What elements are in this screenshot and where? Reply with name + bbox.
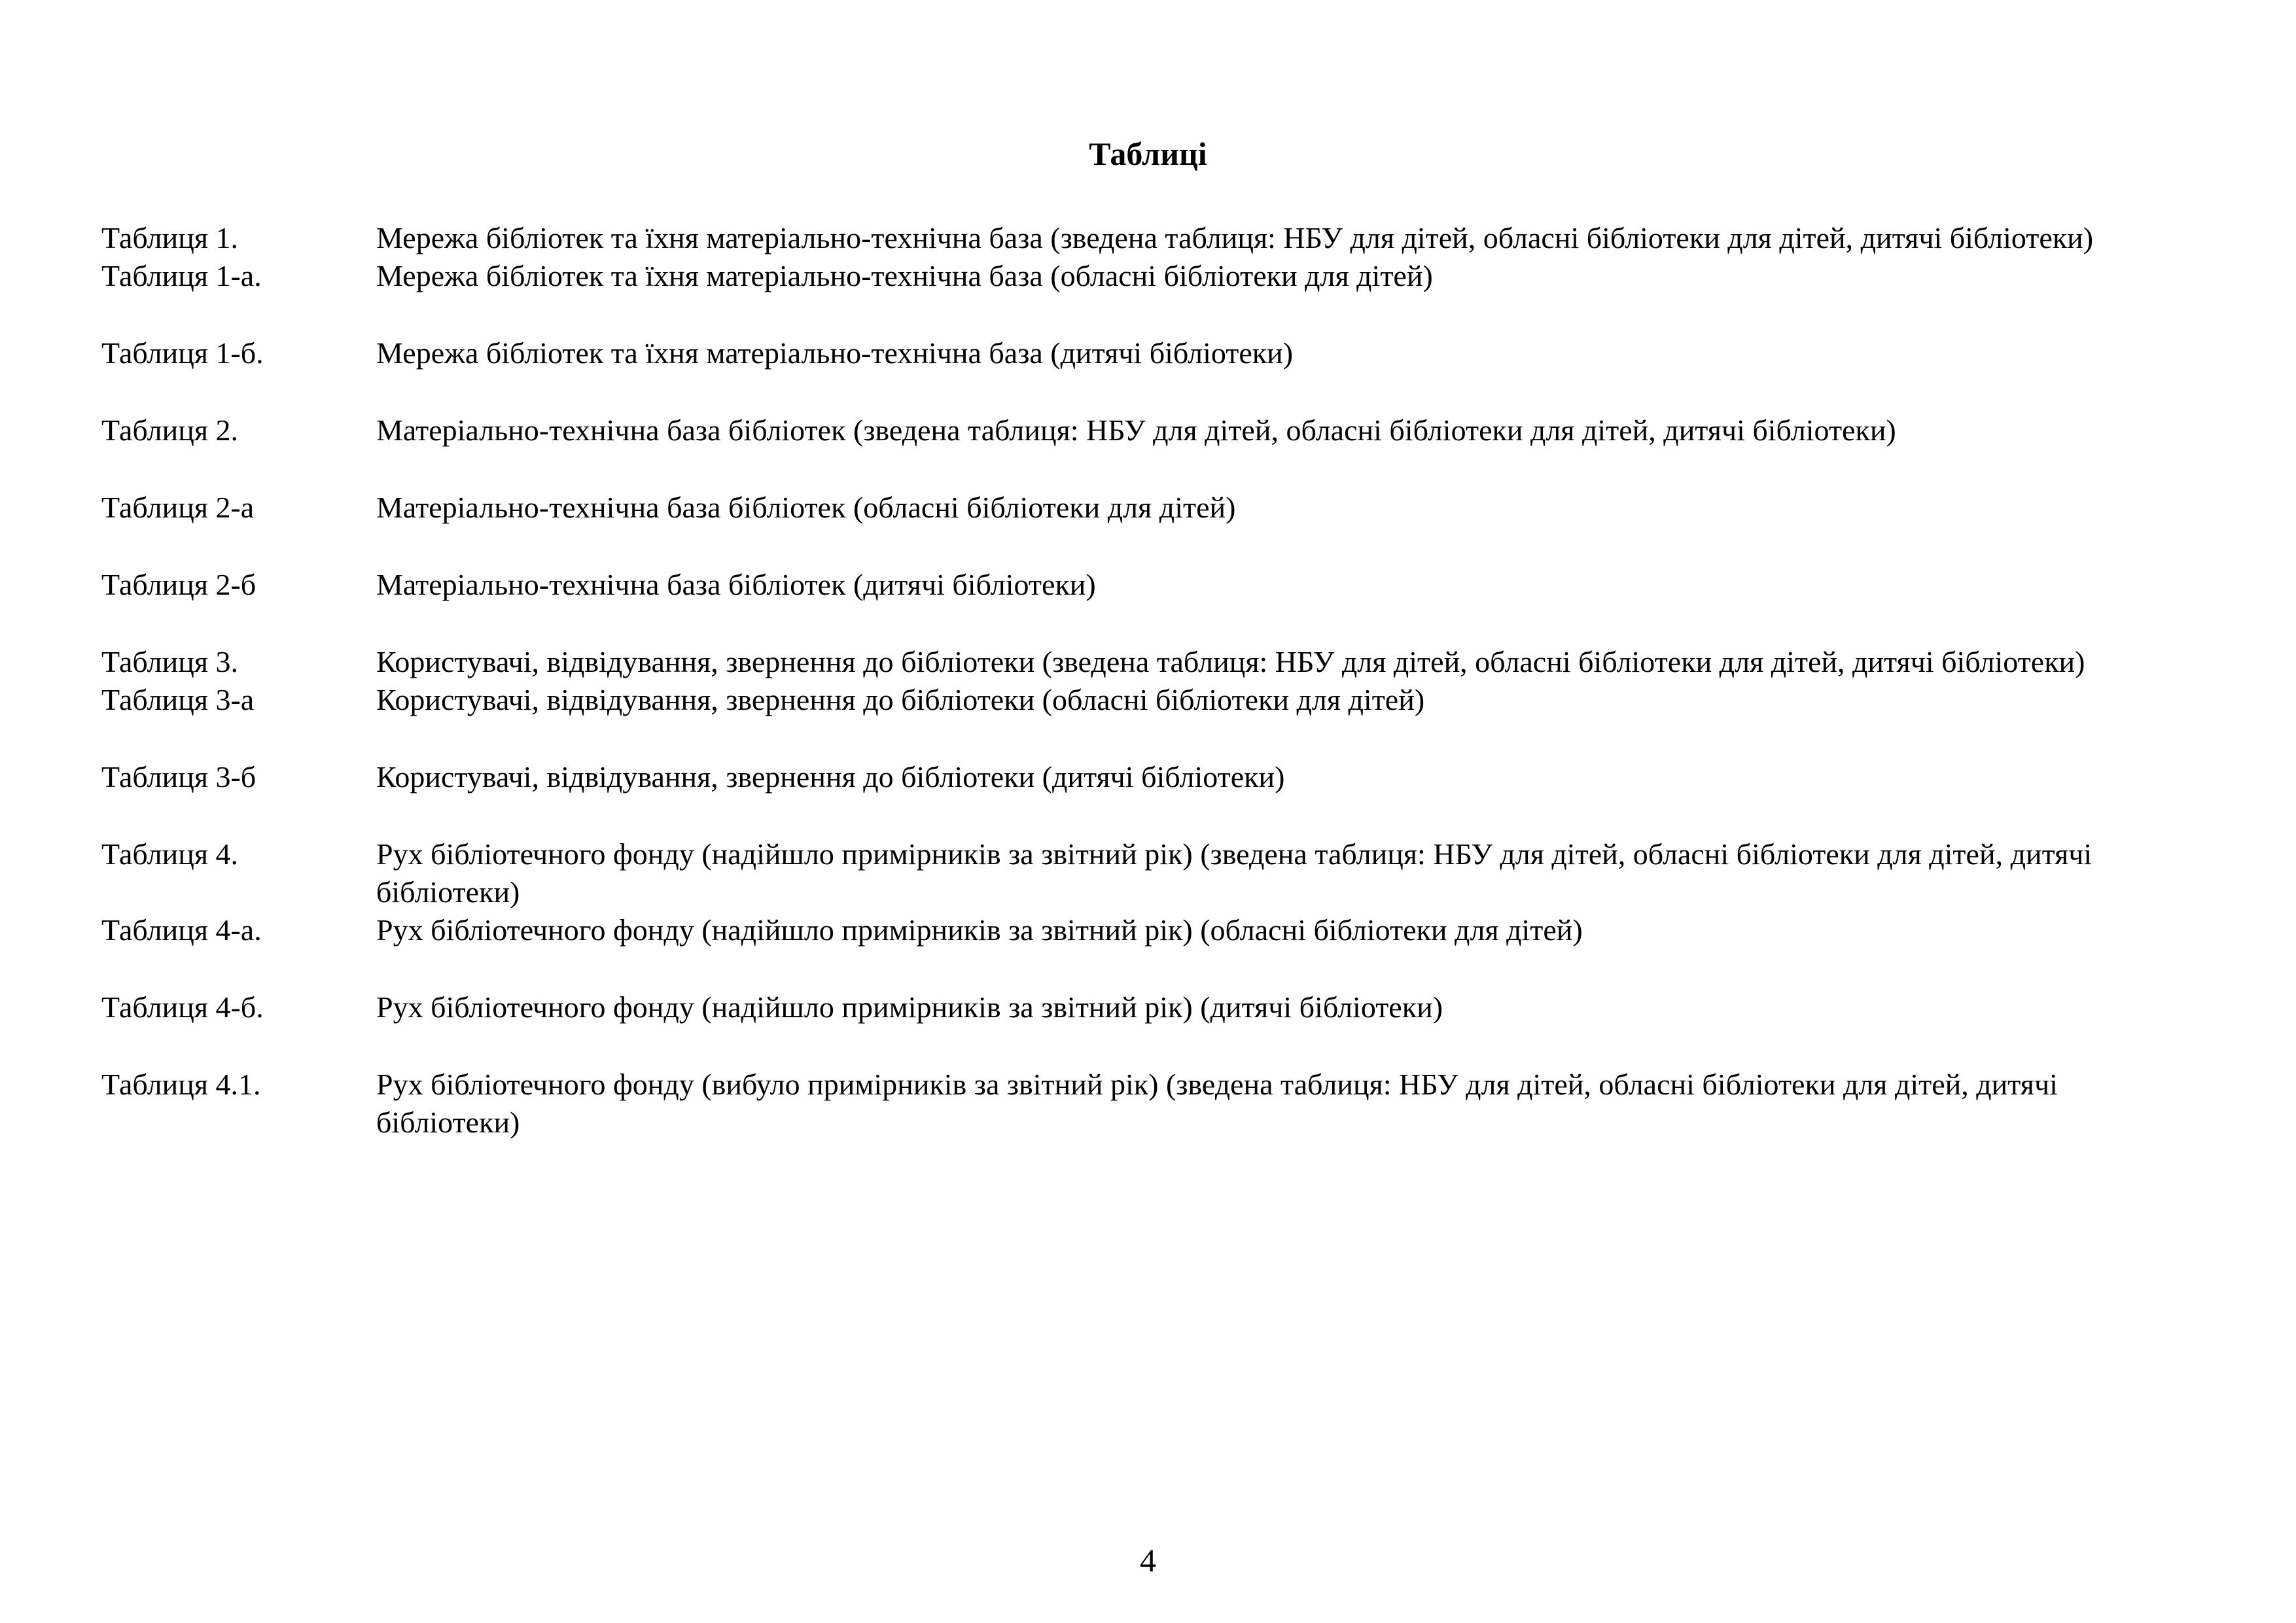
table-label: Таблиця 1-а. (101, 259, 262, 292)
list-item (101, 758, 2195, 796)
table-label: Таблиця 3-а (101, 683, 255, 716)
list-item (101, 835, 2195, 911)
tables-list (101, 219, 2195, 1142)
table-description: Рух бібліотечного фонду (вибуло примірників за звітний рік) (зведена таблиця: НБУ для дітей, обласні бібліотеки для дітей, дитячі бібліотеки) (376, 1068, 2058, 1139)
list-item (101, 911, 2195, 949)
table-description: Користувачі, відвідування, звернення до бібліотеки (обласні бібліотеки для дітей) (376, 683, 1425, 716)
list-item (101, 257, 2195, 295)
table-label: Таблиця 3-б (101, 760, 256, 794)
table-label: Таблиця 1. (101, 221, 238, 254)
table-description: Рух бібліотечного фонду (надійшло примірників за звітний рік) (зведена таблиця: НБУ для дітей, обласні бібліотеки для дітей, дитячі бібліотеки) (376, 837, 2093, 909)
page-title: Таблиці (1089, 135, 1207, 172)
table-label: Таблиця 2-б (101, 568, 256, 601)
table-description: Користувачі, відвідування, звернення до бібліотеки (зведена таблиця: НБУ для дітей, обласні бібліотеки для дітей, дитячі бібліотеки) (376, 645, 2085, 678)
list-item (101, 411, 2195, 449)
table-description: Мережа бібліотек та їхня матеріально-технічна база (зведена таблиця: НБУ для дітей, обласні бібліотеки для дітей, дитячі бібліотеки) (376, 221, 2094, 254)
list-item (101, 1066, 2195, 1142)
table-label: Таблиця 3. (101, 645, 238, 678)
table-label: Таблиця 4-а. (101, 913, 262, 947)
list-item (101, 489, 2195, 527)
table-label: Таблиця 2. (101, 413, 238, 447)
list-item (101, 219, 2195, 257)
table-description: Мережа бібліотек та їхня матеріально-технічна база (дитячі бібліотеки) (376, 336, 1294, 370)
list-item (101, 566, 2195, 604)
list-item (101, 334, 2195, 372)
list-item (101, 681, 2195, 719)
table-description: Матеріально-технічна база бібліотек (зведена таблиця: НБУ для дітей, обласні бібліотеки для дітей, дитячі бібліотеки) (376, 413, 1896, 447)
table-description: Рух бібліотечного фонду (надійшло примірників за звітний рік) (дитячі бібліотеки) (376, 990, 1443, 1024)
table-label: Таблиця 1-б. (101, 336, 264, 370)
table-label: Таблиця 4-б. (101, 990, 264, 1024)
table-description: Матеріально-технічна база бібліотек (обласні бібліотеки для дітей) (376, 491, 1236, 524)
table-label: Таблиця 4. (101, 837, 238, 871)
table-label: Таблиця 2-а (101, 491, 255, 524)
table-description: Мережа бібліотек та їхня матеріально-технічна база (обласні бібліотеки для дітей) (376, 259, 1433, 292)
table-description: Рух бібліотечного фонду (надійшло примірників за звітний рік) (обласні бібліотеки для дітей) (376, 913, 1583, 947)
table-description: Користувачі, відвідування, звернення до бібліотеки (дитячі бібліотеки) (376, 760, 1285, 794)
table-description: Матеріально-технічна база бібліотек (дитячі бібліотеки) (376, 568, 1096, 601)
list-item (101, 643, 2195, 681)
table-label: Таблиця 4.1. (101, 1068, 261, 1101)
page-number: 4 (1140, 1542, 1156, 1579)
list-item (101, 988, 2195, 1026)
